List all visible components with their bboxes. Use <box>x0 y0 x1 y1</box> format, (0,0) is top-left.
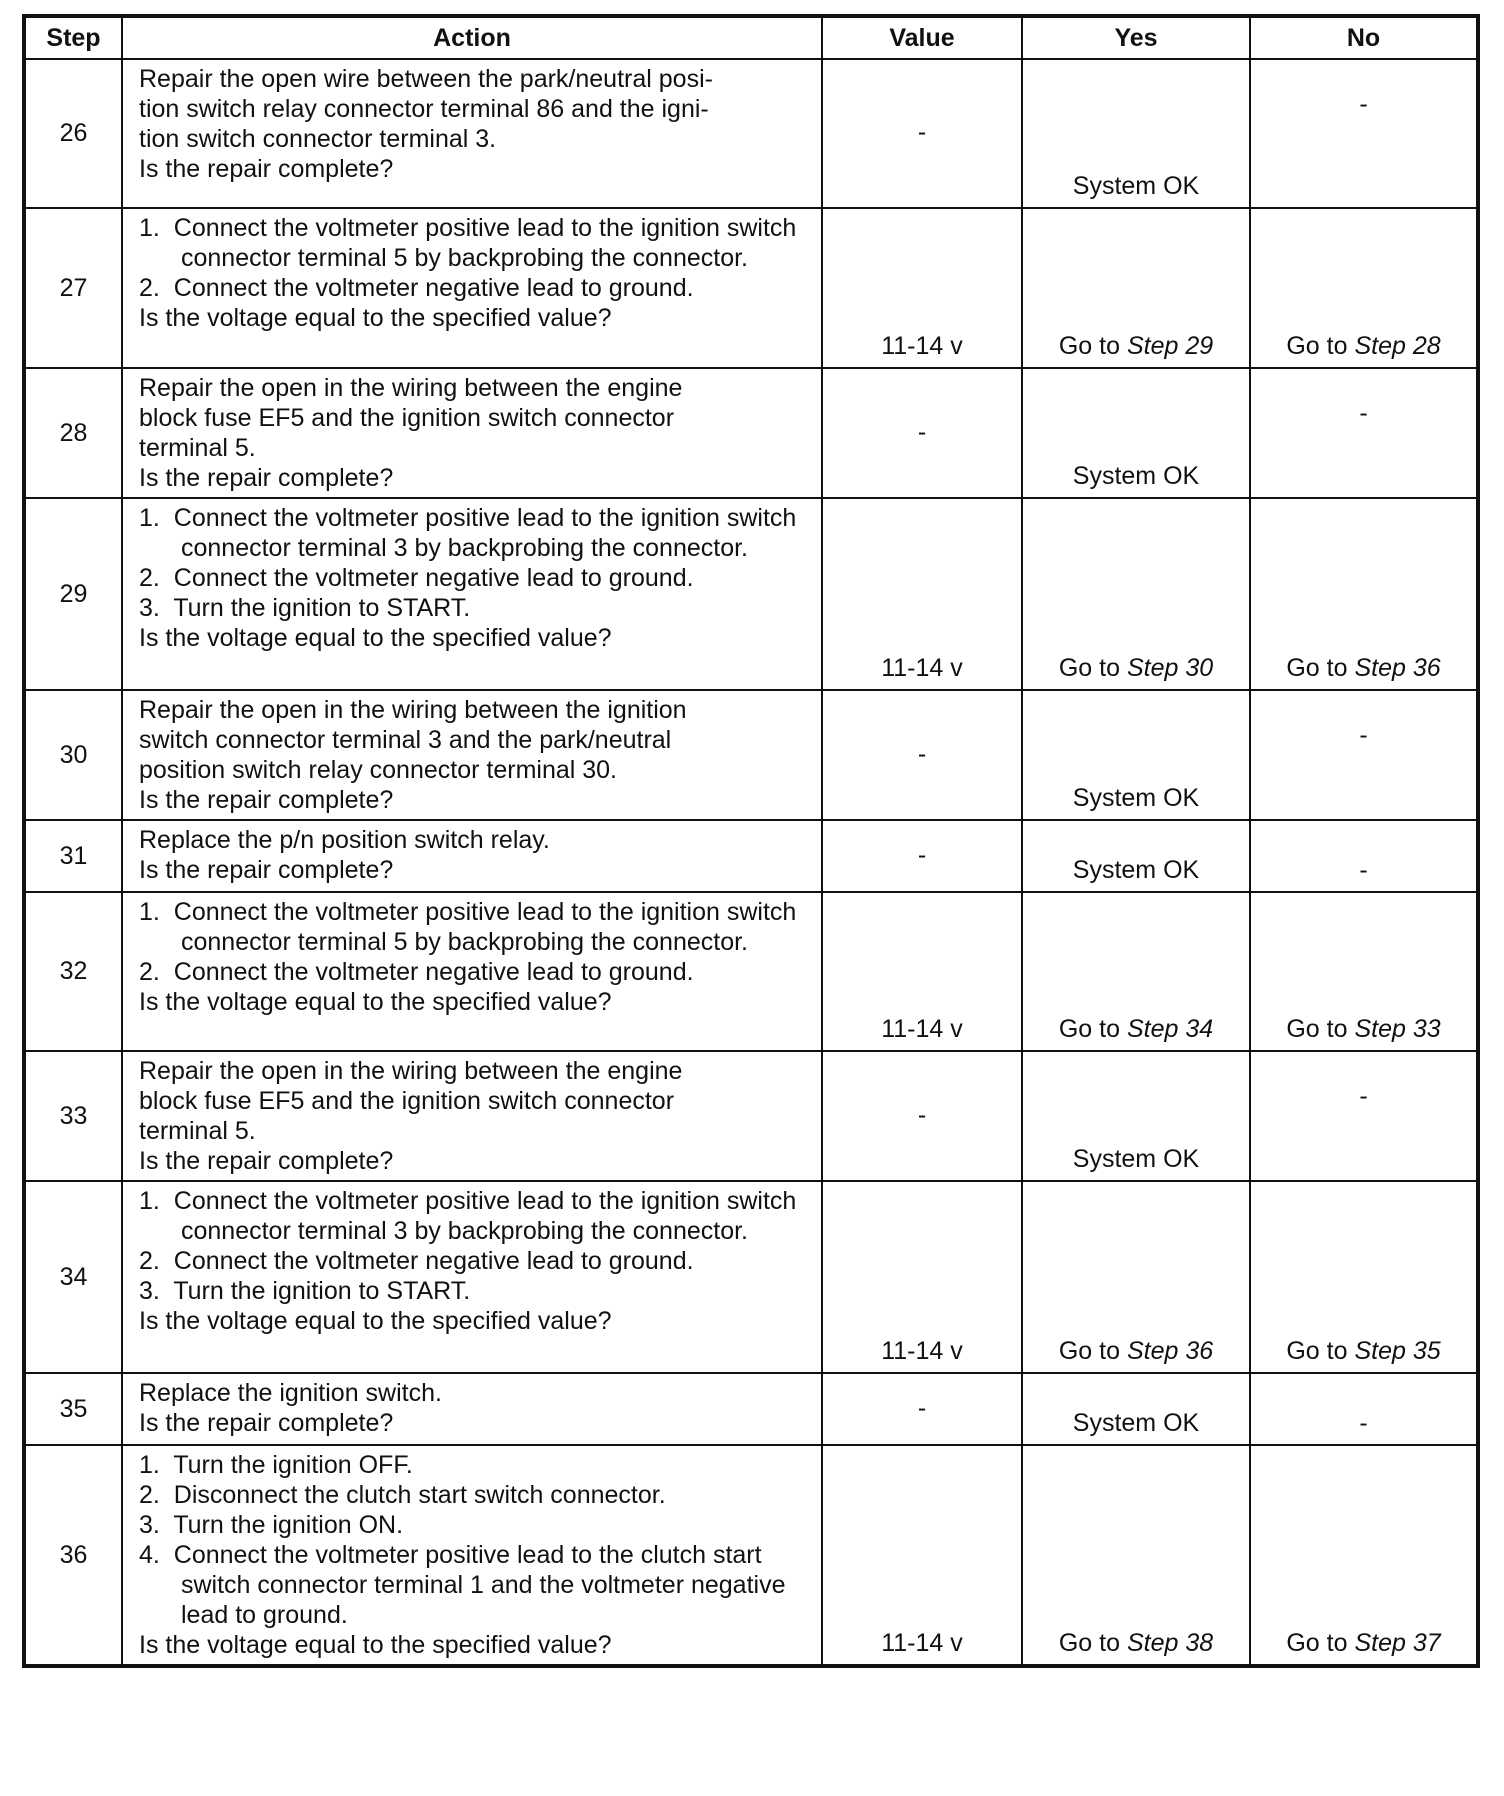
yes-cell: System OK <box>1022 1051 1250 1181</box>
no-cell: - <box>1250 690 1478 820</box>
step-number: 31 <box>24 820 122 892</box>
no-cell <box>1250 1181 1478 1373</box>
action-cell <box>122 208 822 368</box>
action-step <box>139 213 813 273</box>
action-cell <box>122 59 822 208</box>
action-step-text: Disconnect the clutch start switch connector. <box>173 1481 666 1509</box>
action-text-line: position switch relay connector terminal 30. <box>139 756 618 784</box>
table-row <box>24 1373 1478 1445</box>
step-reference: Step 37 <box>1354 1629 1441 1657</box>
yes-cell: System OK <box>1022 690 1250 820</box>
action-text-line: Replace the p/n position switch relay. <box>139 826 550 854</box>
table-header <box>24 16 1478 59</box>
action-step <box>139 1276 813 1306</box>
action-step-text: Connect the voltmeter negative lead to ground. <box>173 274 694 302</box>
action-step <box>139 897 813 957</box>
goto-prefix: Go to <box>1058 1015 1120 1043</box>
action-text-line: tion switch relay connector terminal 86 and the igni- <box>139 95 709 123</box>
action-step-number: 1. <box>139 214 160 242</box>
action-text-line: Repair the open in the wiring between the engine <box>139 1057 683 1085</box>
goto-prefix: Go to <box>1286 654 1348 682</box>
action-step-text: Connect the voltmeter positive lead to the ignition switch connector terminal 5 by backprobing the connector. <box>173 898 797 956</box>
goto-prefix: Go to <box>1286 332 1348 360</box>
header-no: No <box>1250 16 1478 59</box>
action-cell <box>122 1051 822 1181</box>
goto-prefix: Go to <box>1286 1629 1348 1657</box>
action-text-line: Repair the open wire between the park/neutral posi- <box>139 65 713 93</box>
yes-cell <box>1022 1181 1250 1373</box>
action-cell <box>122 690 822 820</box>
action-step-number: 2. <box>139 564 160 592</box>
action-step-number: 3. <box>139 594 160 622</box>
action-text-line: block fuse EF5 and the ignition switch connector <box>139 1087 675 1115</box>
action-step-text: Connect the voltmeter positive lead to the clutch start switch connector terminal 1 and the voltmeter negative lead to ground. <box>173 1541 786 1629</box>
no-cell: - <box>1250 820 1478 892</box>
value-cell: 11-14 v <box>822 1445 1022 1666</box>
step-reference: Step 36 <box>1354 654 1441 682</box>
step-number: 29 <box>24 498 122 690</box>
goto-prefix: Go to <box>1058 654 1120 682</box>
value-cell: - <box>822 1373 1022 1445</box>
action-text-line: terminal 5. <box>139 434 256 462</box>
action-cell <box>122 368 822 498</box>
yes-cell <box>1022 892 1250 1051</box>
action-step <box>139 1450 813 1480</box>
action-step <box>139 1186 813 1246</box>
yes-cell <box>1022 208 1250 368</box>
action-text-line: terminal 5. <box>139 1117 256 1145</box>
value-cell: 11-14 v <box>822 892 1022 1051</box>
step-reference: Step 29 <box>1126 332 1214 360</box>
action-step <box>139 1246 813 1276</box>
no-cell: - <box>1250 1051 1478 1181</box>
action-step-text: Turn the ignition to START. <box>173 1277 471 1305</box>
yes-cell: System OK <box>1022 1373 1250 1445</box>
action-text-line: Repair the open in the wiring between the ignition <box>139 696 687 724</box>
step-reference: Step 36 <box>1126 1337 1214 1365</box>
action-text-line: Replace the ignition switch. <box>139 1379 442 1407</box>
action-question: Is the voltage equal to the specified value? <box>139 1631 612 1659</box>
step-reference: Step 30 <box>1126 654 1214 682</box>
table-row <box>24 1445 1478 1666</box>
step-number: 32 <box>24 892 122 1051</box>
action-step <box>139 503 813 563</box>
step-reference: Step 33 <box>1354 1015 1441 1043</box>
table-row <box>24 820 1478 892</box>
action-step-text: Turn the ignition to START. <box>173 594 471 622</box>
step-number: 34 <box>24 1181 122 1373</box>
goto-prefix: Go to <box>1058 1337 1120 1365</box>
action-step-number: 2. <box>139 274 160 302</box>
action-step-number: 2. <box>139 958 160 986</box>
value-cell: - <box>822 1051 1022 1181</box>
table-row <box>24 208 1478 368</box>
action-step <box>139 273 813 303</box>
table-row <box>24 498 1478 690</box>
yes-cell: System OK <box>1022 368 1250 498</box>
action-cell <box>122 498 822 690</box>
yes-cell <box>1022 498 1250 690</box>
action-question: Is the repair complete? <box>139 856 394 884</box>
action-step-number: 3. <box>139 1511 160 1539</box>
action-step-text: Turn the ignition OFF. <box>173 1451 413 1479</box>
yes-cell: System OK <box>1022 820 1250 892</box>
action-step-text: Connect the voltmeter negative lead to ground. <box>173 958 694 986</box>
action-step <box>139 1510 813 1540</box>
action-question: Is the voltage equal to the specified value? <box>139 1307 612 1335</box>
action-text-line: Repair the open in the wiring between the engine <box>139 374 683 402</box>
table-row <box>24 690 1478 820</box>
action-question: Is the voltage equal to the specified value? <box>139 304 612 332</box>
action-question: Is the voltage equal to the specified value? <box>139 988 612 1016</box>
table-body <box>24 59 1478 1666</box>
action-step-number: 1. <box>139 1451 160 1479</box>
value-cell: - <box>822 820 1022 892</box>
action-step-text: Connect the voltmeter positive lead to the ignition switch connector terminal 3 by backprobing the connector. <box>173 504 797 562</box>
action-step <box>139 1540 813 1630</box>
action-question: Is the voltage equal to the specified value? <box>139 624 612 652</box>
action-step-number: 2. <box>139 1247 160 1275</box>
header-action: Action <box>122 16 822 59</box>
step-number: 33 <box>24 1051 122 1181</box>
table-row <box>24 1181 1478 1373</box>
step-reference: Step 34 <box>1126 1015 1214 1043</box>
action-step-number: 2. <box>139 1481 160 1509</box>
table-row <box>24 1051 1478 1181</box>
step-reference: Step 28 <box>1354 332 1441 360</box>
yes-cell: System OK <box>1022 59 1250 208</box>
goto-prefix: Go to <box>1058 332 1120 360</box>
action-question: Is the repair complete? <box>139 786 394 814</box>
step-reference: Step 38 <box>1126 1629 1214 1657</box>
value-cell: - <box>822 59 1022 208</box>
no-cell <box>1250 892 1478 1051</box>
step-number: 26 <box>24 59 122 208</box>
no-cell: - <box>1250 59 1478 208</box>
table-row <box>24 892 1478 1051</box>
goto-prefix: Go to <box>1058 1629 1120 1657</box>
value-cell: - <box>822 368 1022 498</box>
action-step-number: 1. <box>139 504 160 532</box>
header-yes: Yes <box>1022 16 1250 59</box>
action-step-text: Connect the voltmeter positive lead to the ignition switch connector terminal 5 by backprobing the connector. <box>173 214 797 272</box>
action-question: Is the repair complete? <box>139 1409 394 1437</box>
step-number: 36 <box>24 1445 122 1666</box>
action-text-line: block fuse EF5 and the ignition switch connector <box>139 404 675 432</box>
action-step <box>139 1480 813 1510</box>
action-cell <box>122 820 822 892</box>
no-cell: - <box>1250 1373 1478 1445</box>
goto-prefix: Go to <box>1286 1015 1348 1043</box>
action-cell <box>122 1181 822 1373</box>
action-step-text: Connect the voltmeter negative lead to ground. <box>173 1247 694 1275</box>
action-step-text: Connect the voltmeter negative lead to ground. <box>173 564 694 592</box>
yes-cell <box>1022 1445 1250 1666</box>
no-cell <box>1250 1445 1478 1666</box>
action-step <box>139 593 813 623</box>
action-step-text: Connect the voltmeter positive lead to the ignition switch connector terminal 3 by backprobing the connector. <box>173 1187 797 1245</box>
diagnostic-table <box>22 14 1480 1668</box>
header-step: Step <box>24 16 122 59</box>
action-step <box>139 957 813 987</box>
step-number: 28 <box>24 368 122 498</box>
no-cell: - <box>1250 368 1478 498</box>
step-number: 35 <box>24 1373 122 1445</box>
value-cell: - <box>822 690 1022 820</box>
action-cell <box>122 1445 822 1666</box>
action-step <box>139 563 813 593</box>
action-question: Is the repair complete? <box>139 464 394 492</box>
action-step-number: 1. <box>139 898 160 926</box>
step-number: 30 <box>24 690 122 820</box>
action-text-line: tion switch connector terminal 3. <box>139 125 497 153</box>
header-row <box>24 16 1478 59</box>
table-row <box>24 59 1478 208</box>
goto-prefix: Go to <box>1286 1337 1348 1365</box>
action-step-number: 1. <box>139 1187 160 1215</box>
value-cell: 11-14 v <box>822 498 1022 690</box>
action-step-number: 4. <box>139 1541 160 1569</box>
action-question: Is the repair complete? <box>139 155 394 183</box>
action-cell <box>122 1373 822 1445</box>
action-question: Is the repair complete? <box>139 1147 394 1175</box>
value-cell: 11-14 v <box>822 208 1022 368</box>
action-text-line: switch connector terminal 3 and the park/neutral <box>139 726 672 754</box>
header-value: Value <box>822 16 1022 59</box>
no-cell <box>1250 498 1478 690</box>
value-cell: 11-14 v <box>822 1181 1022 1373</box>
no-cell <box>1250 208 1478 368</box>
action-step-number: 3. <box>139 1277 160 1305</box>
action-step-text: Turn the ignition ON. <box>173 1511 404 1539</box>
step-reference: Step 35 <box>1354 1337 1441 1365</box>
action-cell <box>122 892 822 1051</box>
step-number: 27 <box>24 208 122 368</box>
table-row <box>24 368 1478 498</box>
